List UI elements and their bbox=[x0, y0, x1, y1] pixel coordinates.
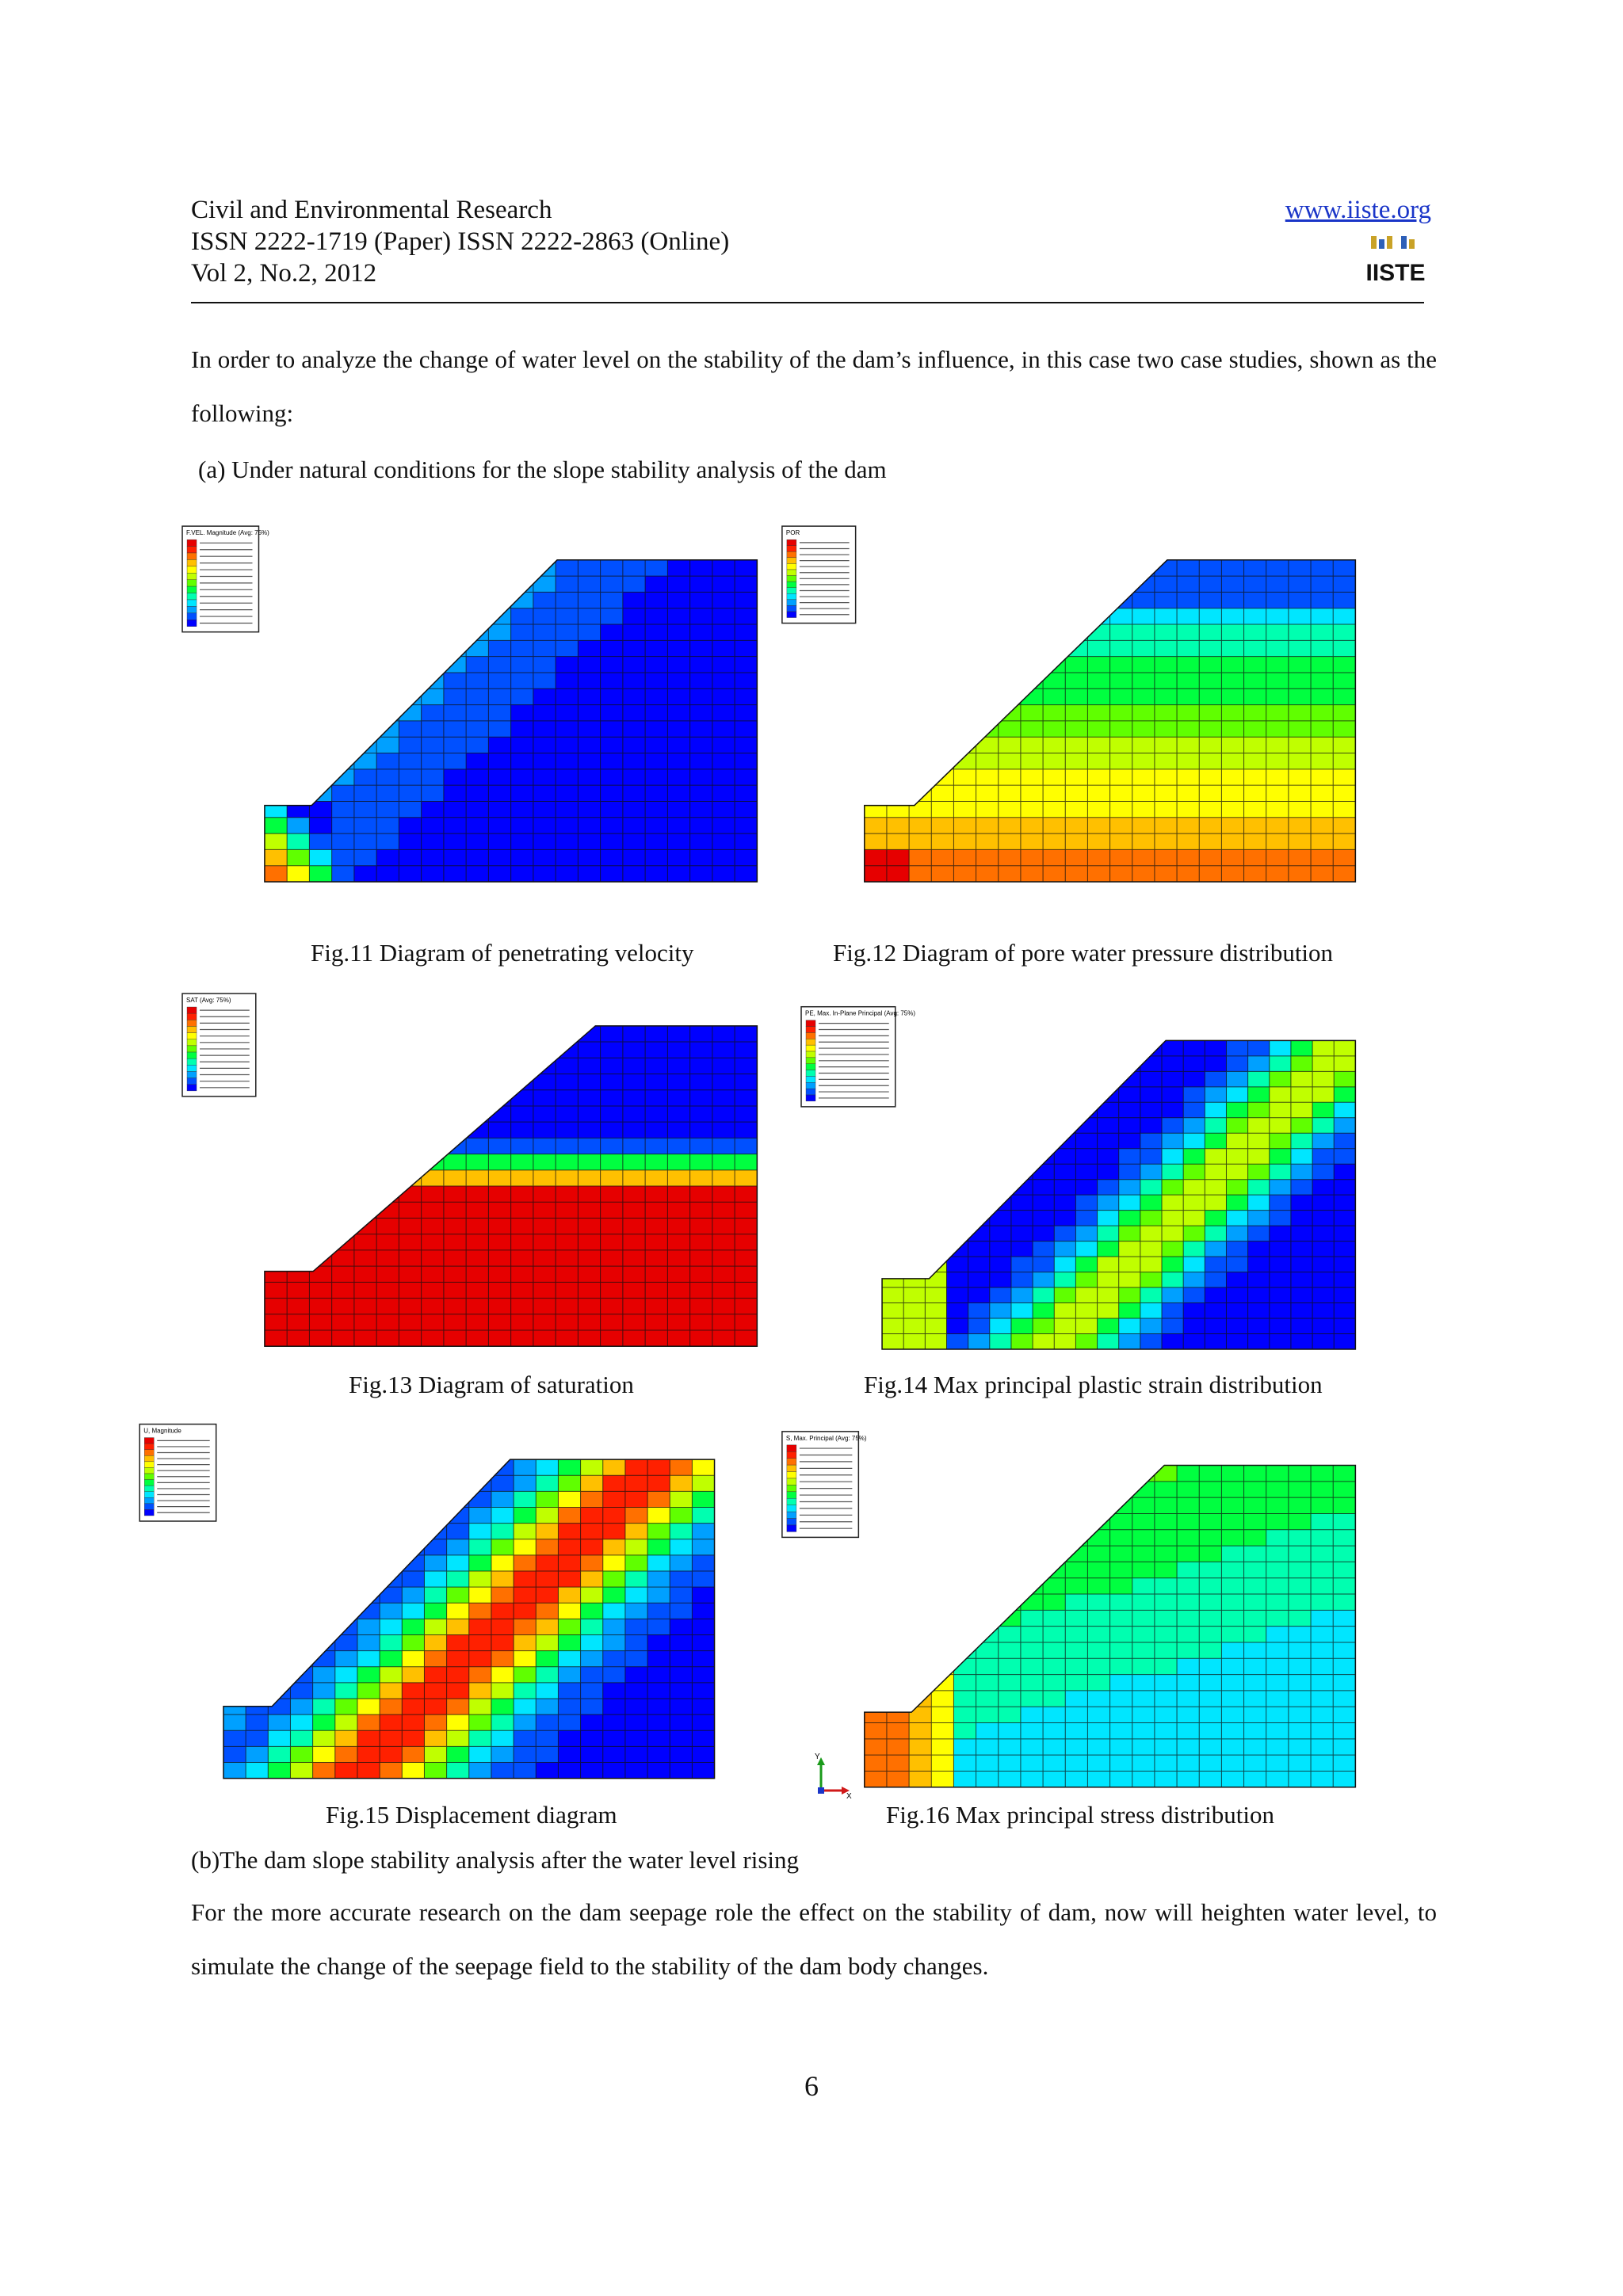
legend-swatch bbox=[787, 588, 796, 594]
legend-swatch bbox=[187, 1071, 197, 1077]
legend-swatch bbox=[787, 558, 796, 564]
axis-x-label: X bbox=[846, 1792, 852, 1801]
legend-swatch bbox=[144, 1438, 154, 1444]
legend-swatch bbox=[787, 546, 796, 552]
legend-swatch bbox=[787, 563, 796, 570]
legend-swatch bbox=[787, 612, 796, 618]
legend-swatch bbox=[806, 1027, 815, 1033]
legend-swatch bbox=[787, 605, 796, 612]
caption-fig13: Fig.13 Diagram of saturation bbox=[349, 1371, 634, 1398]
legend-swatch bbox=[787, 1505, 796, 1512]
legend-swatch bbox=[806, 1058, 815, 1064]
legend-swatch bbox=[787, 1498, 796, 1505]
logo-text: IISTE bbox=[1365, 260, 1426, 286]
case-a-heading: (a) Under natural conditions for the slope stability analysis of the dam bbox=[198, 456, 887, 483]
legend-swatch bbox=[787, 1465, 796, 1471]
legend-swatch bbox=[806, 1064, 815, 1070]
caption-fig11: Fig.11 Diagram of penetrating velocity bbox=[311, 939, 694, 967]
legend-swatch bbox=[187, 1039, 197, 1046]
legend-swatch bbox=[787, 593, 796, 600]
legend-swatch bbox=[187, 1052, 197, 1058]
figure-displacement bbox=[139, 1418, 721, 1783]
legend-swatch bbox=[187, 559, 197, 566]
mesh-grid bbox=[882, 1040, 1355, 1349]
legend-swatch bbox=[787, 570, 796, 576]
mesh-grid bbox=[265, 1026, 757, 1346]
legend-swatch bbox=[187, 1013, 197, 1020]
legend-swatch bbox=[806, 1095, 815, 1101]
legend-swatch bbox=[187, 1026, 197, 1032]
legend-swatch bbox=[806, 1070, 815, 1077]
journal-header bbox=[191, 194, 729, 289]
legend-swatch bbox=[187, 613, 197, 620]
legend-swatch bbox=[144, 1467, 154, 1474]
legend-swatch bbox=[187, 573, 197, 579]
legend-title: POR bbox=[785, 529, 800, 537]
legend-swatch bbox=[806, 1045, 815, 1051]
iiste-logo-icon bbox=[1365, 235, 1426, 287]
axes-triad-icon bbox=[807, 1751, 854, 1801]
legend-swatch bbox=[187, 1058, 197, 1065]
legend-swatch bbox=[187, 1085, 197, 1091]
figure-penetrating-velocity bbox=[178, 523, 780, 883]
legend-swatch bbox=[187, 593, 197, 600]
legend-swatch bbox=[787, 1472, 796, 1478]
legend-title: U, Magnitude bbox=[143, 1427, 181, 1435]
caption-fig15: Fig.15 Displacement diagram bbox=[326, 1801, 617, 1829]
legend-swatch bbox=[787, 1512, 796, 1518]
case-b-heading: (b)The dam slope stability analysis after the water level rising bbox=[191, 1846, 800, 1874]
legend-swatch bbox=[187, 540, 197, 546]
color-legend bbox=[182, 526, 269, 632]
legend-swatch bbox=[144, 1450, 154, 1456]
axis-y-label: Y bbox=[815, 1753, 820, 1761]
mesh-grid bbox=[265, 560, 757, 882]
legend-swatch bbox=[787, 551, 796, 558]
legend-swatch bbox=[187, 606, 197, 612]
legend-swatch bbox=[187, 600, 197, 606]
legend-swatch bbox=[787, 1485, 796, 1491]
header-divider bbox=[191, 302, 1424, 303]
color-legend bbox=[782, 526, 856, 623]
legend-swatch bbox=[787, 1478, 796, 1485]
journal-title: Civil and Environmental Research bbox=[191, 196, 552, 224]
legend-swatch bbox=[144, 1492, 154, 1498]
legend-swatch bbox=[144, 1509, 154, 1516]
legend-title: PE, Max. In-Plane Principal (Avg: 75%) bbox=[805, 1009, 916, 1017]
journal-issn: ISSN 2222-1719 (Paper) ISSN 2222-2863 (Online) bbox=[191, 227, 730, 256]
legend-swatch bbox=[806, 1020, 815, 1027]
legend-swatch bbox=[806, 1076, 815, 1082]
color-legend bbox=[139, 1425, 216, 1521]
legend-swatch bbox=[187, 566, 197, 573]
legend-swatch bbox=[806, 1051, 815, 1058]
legend-swatch bbox=[187, 1078, 197, 1085]
legend-swatch bbox=[187, 1033, 197, 1039]
legend-swatch bbox=[787, 600, 796, 606]
figure-pore-pressure bbox=[781, 523, 1363, 883]
legend-swatch bbox=[806, 1039, 815, 1045]
legend-swatch bbox=[187, 580, 197, 586]
legend-swatch bbox=[144, 1497, 154, 1504]
legend-swatch bbox=[806, 1089, 815, 1095]
legend-swatch bbox=[144, 1462, 154, 1468]
color-legend bbox=[782, 1432, 867, 1538]
legend-swatch bbox=[787, 1519, 796, 1525]
legend-swatch bbox=[144, 1444, 154, 1450]
figure-plastic-strain bbox=[796, 1002, 1363, 1351]
figure-saturation bbox=[178, 990, 780, 1347]
page-number: 6 bbox=[804, 2070, 819, 2102]
caption-fig12: Fig.12 Diagram of pore water pressure distribution bbox=[833, 939, 1334, 967]
legend-swatch bbox=[144, 1486, 154, 1492]
journal-volume: Vol 2, No.2, 2012 bbox=[191, 259, 377, 288]
legend-swatch bbox=[787, 540, 796, 546]
caption-fig16: Fig.16 Max principal stress distribution bbox=[886, 1801, 1274, 1829]
legend-swatch bbox=[187, 1007, 197, 1013]
legend-swatch bbox=[806, 1082, 815, 1089]
legend-swatch bbox=[787, 1525, 796, 1531]
legend-swatch bbox=[787, 1459, 796, 1465]
color-legend bbox=[182, 994, 256, 1097]
legend-swatch bbox=[144, 1474, 154, 1480]
color-legend bbox=[801, 1007, 915, 1107]
legend-title: S, Max. Principal (Avg: 75%) bbox=[785, 1434, 867, 1442]
mesh-grid bbox=[865, 1466, 1356, 1787]
legend-swatch bbox=[187, 1020, 197, 1026]
legend-swatch bbox=[144, 1504, 154, 1510]
legend-swatch bbox=[187, 553, 197, 559]
legend-swatch bbox=[187, 547, 197, 553]
legend-swatch bbox=[787, 1451, 796, 1458]
closing-paragraph: For the more accurate research on the dam seepage role the effect on the stability of dam, now will heighten water level, to simulate the change of the seepage field to the stability of the dam body changes. bbox=[191, 1898, 1437, 1980]
legend-swatch bbox=[787, 1492, 796, 1498]
mesh-grid bbox=[865, 560, 1356, 882]
website-link[interactable]: www.iiste.org bbox=[1285, 196, 1431, 224]
intro-paragraph: In order to analyze the change of water level on the stability of the dam’s influence, in this case two case studies, shown as the following: bbox=[191, 345, 1437, 427]
legend-swatch bbox=[187, 1046, 197, 1052]
legend-swatch bbox=[187, 1065, 197, 1071]
legend-title: F.VEL. Magnitude (Avg: 75%) bbox=[186, 529, 269, 537]
figure-max-principal-stress bbox=[777, 1422, 1363, 1787]
legend-swatch bbox=[787, 576, 796, 582]
legend-swatch bbox=[144, 1480, 154, 1486]
legend-swatch bbox=[187, 620, 197, 626]
legend-swatch bbox=[187, 586, 197, 593]
legend-swatch bbox=[787, 582, 796, 588]
caption-fig14: Fig.14 Max principal plastic strain distribution bbox=[864, 1371, 1323, 1398]
legend-swatch bbox=[806, 1032, 815, 1039]
legend-title: SAT (Avg: 75%) bbox=[186, 997, 231, 1005]
legend-swatch bbox=[144, 1455, 154, 1462]
mesh-grid bbox=[223, 1459, 715, 1779]
legend-swatch bbox=[787, 1445, 796, 1451]
